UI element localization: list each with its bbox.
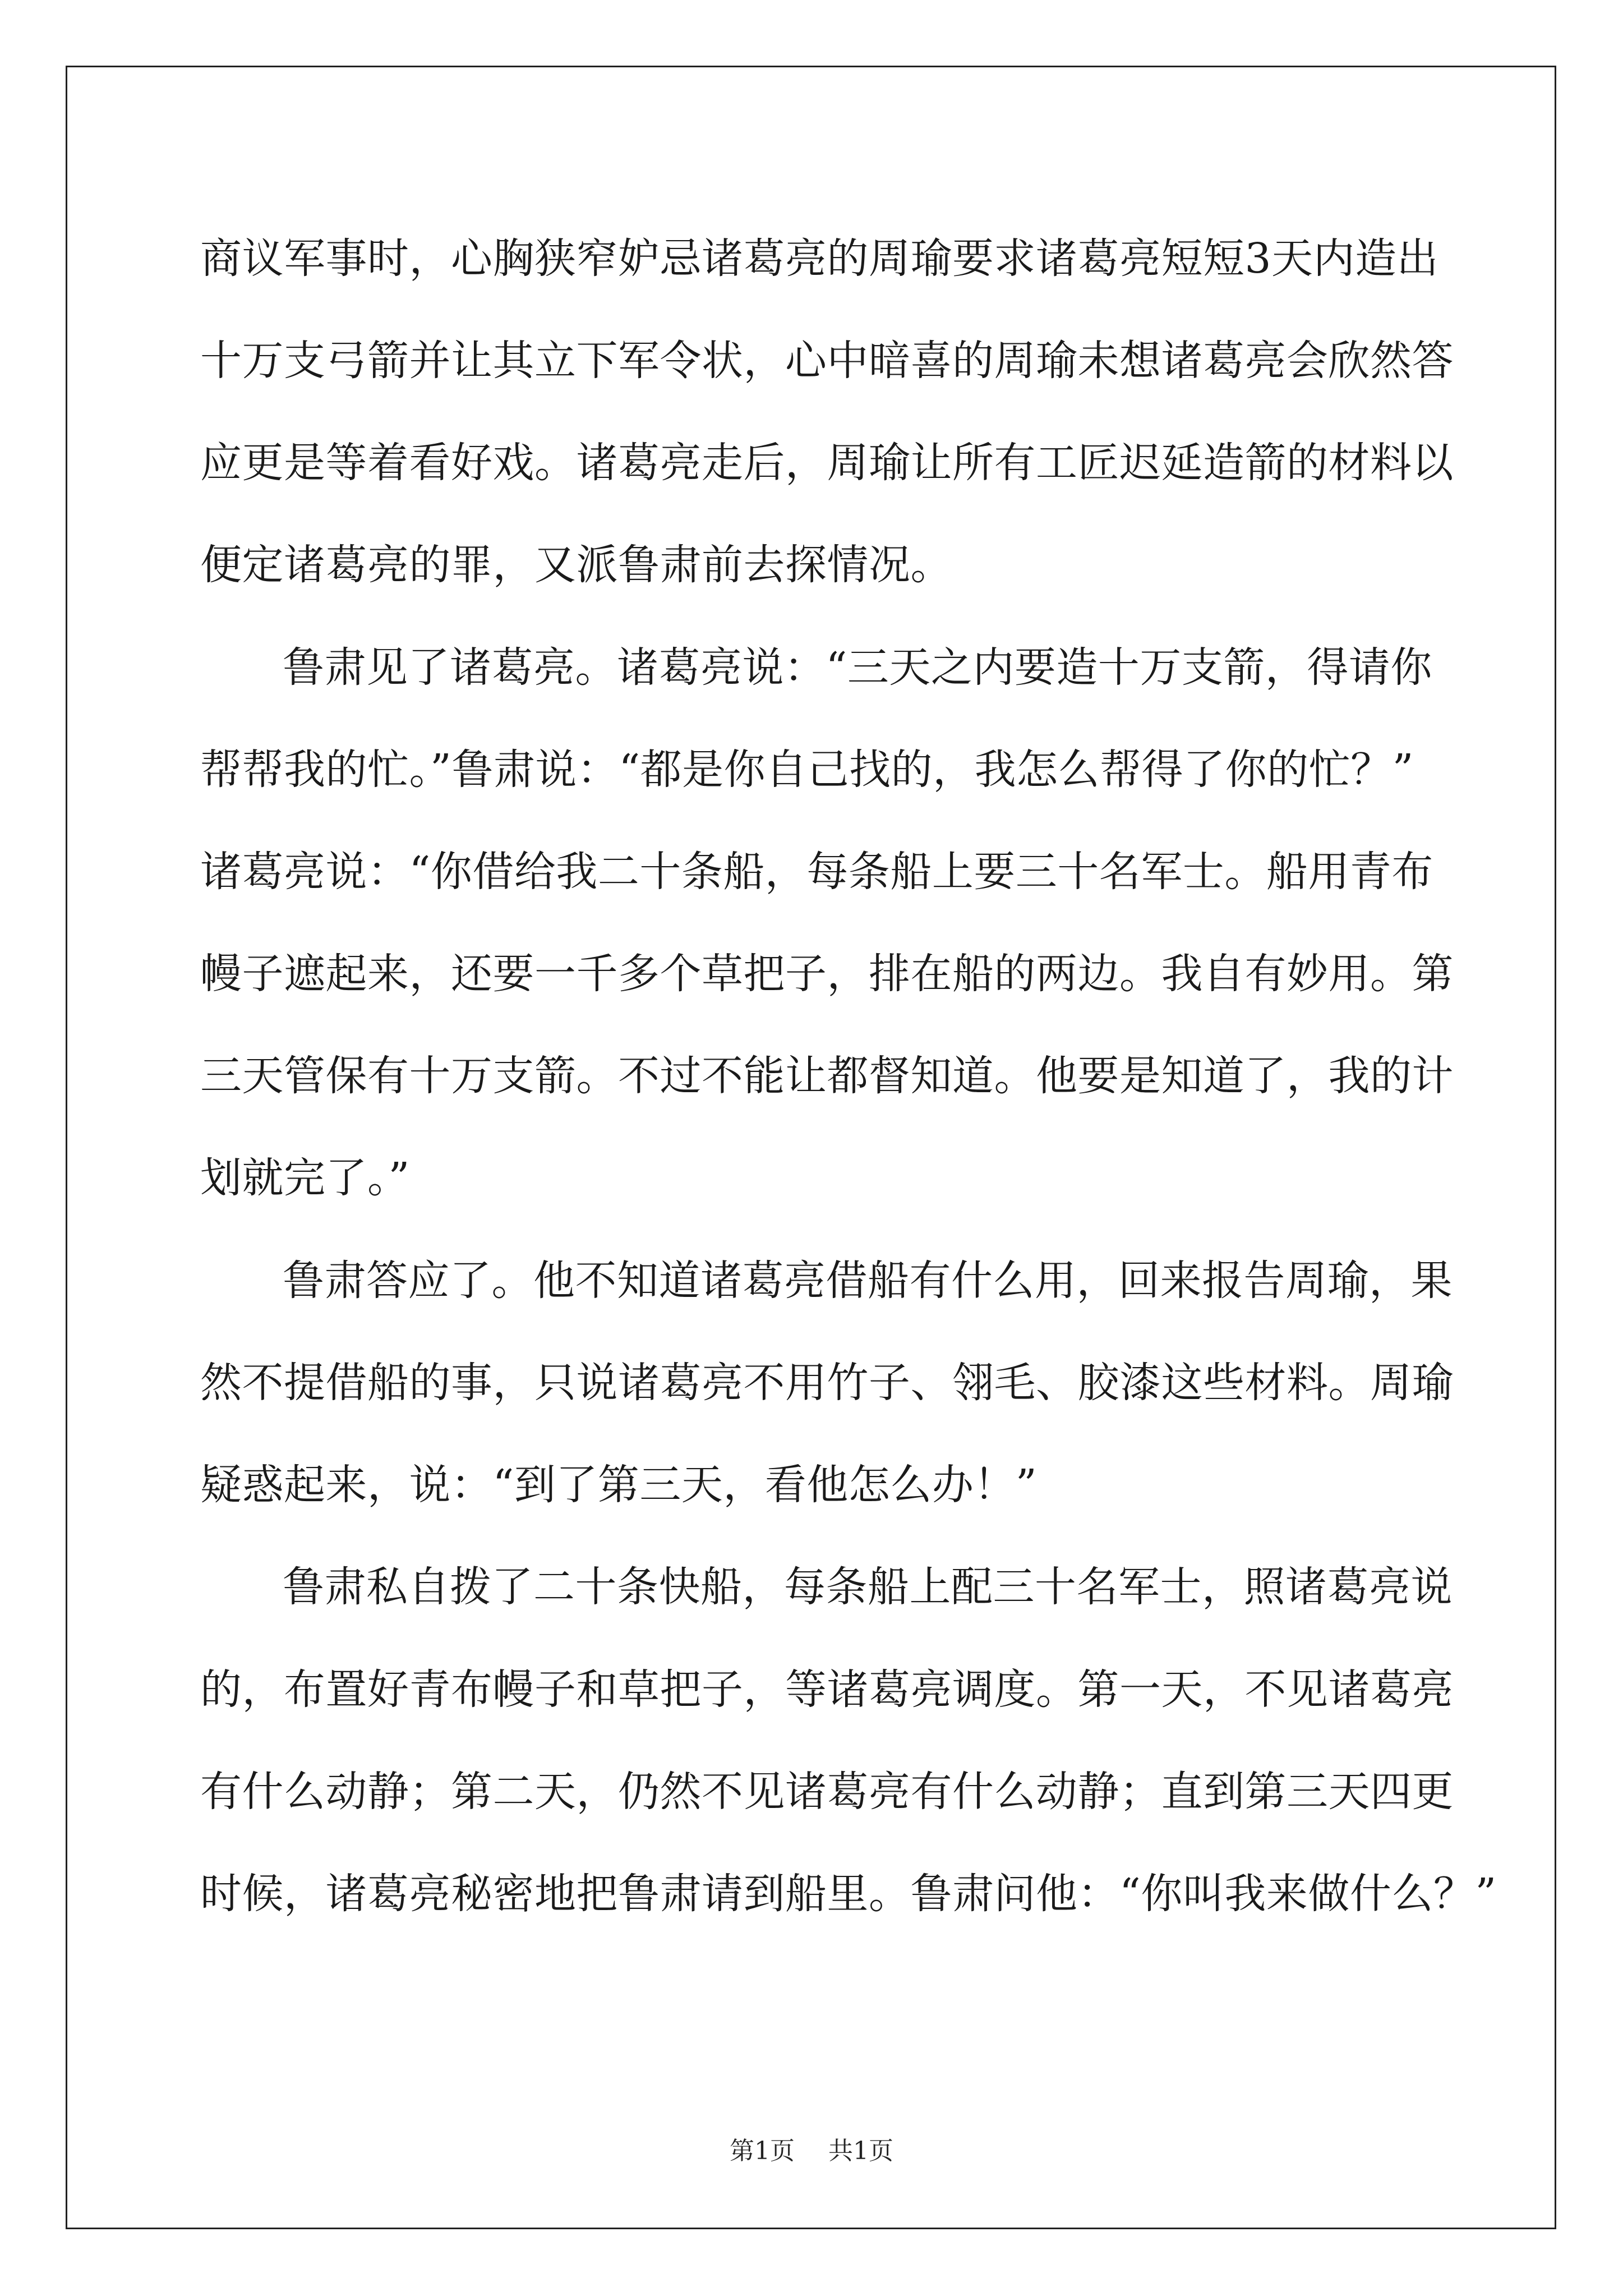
paragraph-1-line-1: 商议军事时，心胸狭窄妒忌诸葛亮的周瑜要求诸葛亮短短3天内造出 xyxy=(200,234,1439,283)
paragraph-1-line-3: 应更是等着看好戏。诸葛亮走后，周瑜让所有工匠迟延造箭的材料以 xyxy=(200,439,1454,487)
paragraph-4-line-2: 的，布置好青布幔子和草把子，等诸葛亮调度。第一天，不见诸葛亮 xyxy=(200,1665,1454,1714)
page-total: 共1页 xyxy=(828,2137,893,2165)
paragraph-3-line-3: 疑惑起来，说：“到了第三天，看他怎么办！” xyxy=(200,1461,1038,1509)
paragraph-3-line-1: 鲁肃答应了。他不知道诸葛亮借船有什么用，回来报告周瑜，果 xyxy=(283,1257,1453,1305)
paragraph-4-line-1: 鲁肃私自拨了二十条快船，每条船上配三十名军士，照诸葛亮说 xyxy=(283,1563,1453,1611)
paragraph-2-line-2: 帮帮我的忙。”鲁肃说：“都是你自己找的，我怎么帮得了你的忙？” xyxy=(200,746,1414,794)
paragraph-1-line-4: 便定诸葛亮的罪，又派鲁肃前去探情况。 xyxy=(200,541,952,589)
paragraph-2-line-1: 鲁肃见了诸葛亮。诸葛亮说：“三天之内要造十万支箭，得请你 xyxy=(283,643,1432,692)
page-number: 第1页 xyxy=(730,2137,795,2165)
paragraph-1-line-2: 十万支弓箭并让其立下军令状，心中暗喜的周瑜未想诸葛亮会欣然答 xyxy=(200,337,1454,385)
paragraph-3-line-2: 然不提借船的事，只说诸葛亮不用竹子、翎毛、胶漆这些材料。周瑜 xyxy=(200,1359,1454,1407)
paragraph-4-line-3: 有什么动静；第二天，仍然不见诸葛亮有什么动静；直到第三天四更 xyxy=(200,1768,1454,1816)
paragraph-2-line-6: 划就完了。” xyxy=(200,1154,410,1202)
page-footer xyxy=(0,2134,1623,2168)
paragraph-2-line-4: 幔子遮起来，还要一千多个草把子，排在船的两边。我自有妙用。第 xyxy=(200,950,1454,998)
paragraph-2-line-3: 诸葛亮说：“你借给我二十条船，每条船上要三十名军士。船用青布 xyxy=(200,848,1433,896)
paragraph-2-line-5: 三天管保有十万支箭。不过不能让都督知道。他要是知道了，我的计 xyxy=(200,1052,1454,1100)
paragraph-4-line-4: 时候，诸葛亮秘密地把鲁肃请到船里。鲁肃问他：“你叫我来做什么？” xyxy=(200,1870,1497,1918)
